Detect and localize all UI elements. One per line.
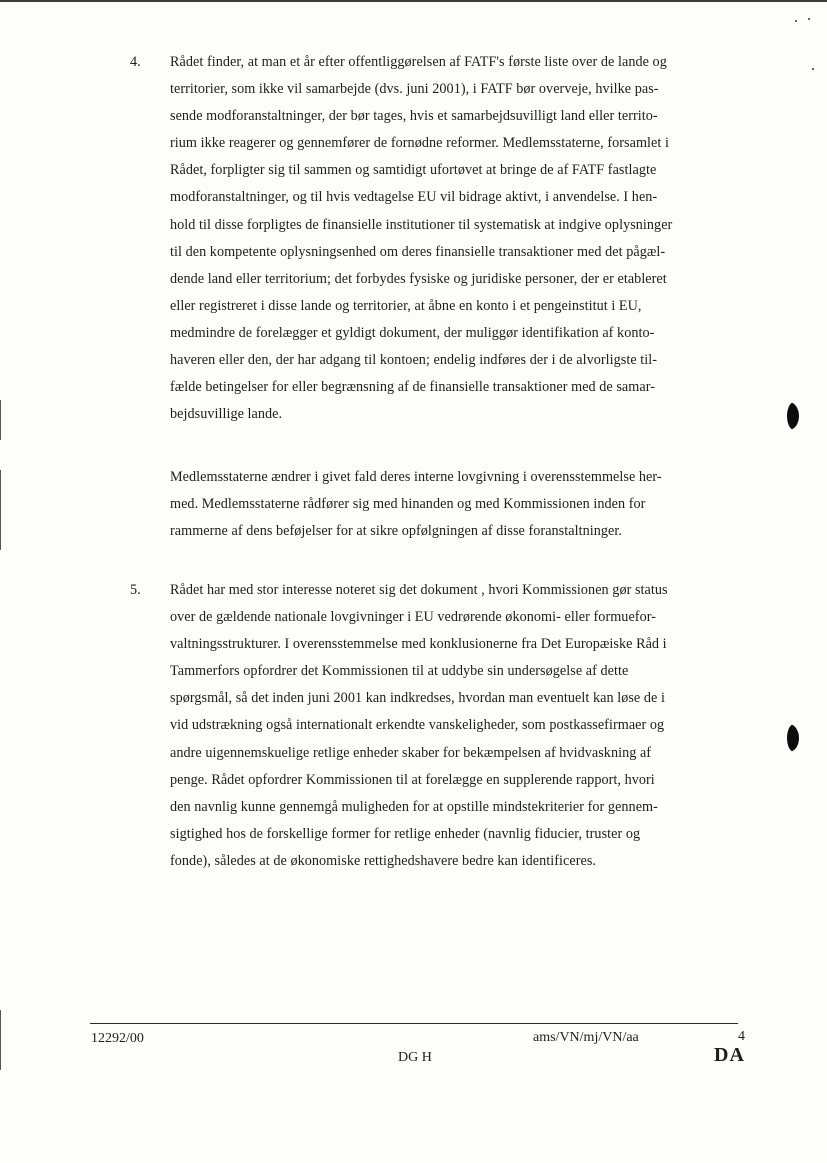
paragraph-line: valtningsstrukturer. I overensstemmelse med konklusionerne fra Det Europæiske Råd i [170,636,667,653]
paragraph-line: penge. Rådet opfordrer Kommissionen til at forelægge en supplerende rapport, hvori [170,771,655,788]
paragraph-line: Medlemsstaterne ændrer i givet fald deres interne lovgivning i overensstemmelse her- [170,469,662,485]
paragraph-line: fonde), således at de økonomiske rettighedshavere bedre kan identificeres. [170,852,597,869]
paragraph-line: Rådet finder, at man et år efter offentliggørelsen af FATF's første liste over de lande og [170,54,667,70]
paragraph-line: modforanstaltninger, og til hvis vedtagelse EU vil bidrage aktivt, i anvendelse. I hen- [170,189,658,206]
footer-initials: ams/VN/mj/VN/aa [533,1030,639,1045]
paragraph-line: den navnlig kunne gennemgå muligheden for at opstille mindstekriterier for gennem- [170,798,658,815]
scan-speck [812,68,814,70]
paragraph-line: haveren eller den, der har adgang til kontoen; endelig indføres der i de alvorligste til- [170,352,658,369]
paragraph-line: medmindre de forelægger et gyldigt dokument, der muliggør identifikation af konto- [170,324,655,341]
paragraph-line: dende land eller territorium; det forbydes fysiske og juridiske personer, der er etableret [170,270,667,287]
paragraph-line: Tammerfors opfordrer det Kommissionen til at uddybe sin undersøgelse af dette [170,663,629,680]
scan-margin-mark [0,470,1,550]
paragraph-line: vid udstrækning også internationalt erkendte vanskeligheder, som postkassefirmaer og [170,717,665,734]
paragraph-line: andre uigennemskuelige retlige enheder skaber for bekæmpelsen af hvidvaskning af [170,744,652,761]
paragraph-line: til den kompetente oplysningsenhed om deres finansielle transaktioner med det pågæl- [170,243,666,260]
punch-hole [787,724,801,752]
scan-margin-mark [0,400,1,440]
footer-doc-number: 12292/00 [91,1031,144,1046]
scan-margin-mark [0,1010,1,1070]
paragraph-line: rium ikke reagerer og gennemfører de fornødne reformer. Medlemsstaterne, forsamlet i [170,135,669,152]
scan-edge-top [0,0,827,2]
paragraph-line: territorier, som ikke vil samarbejde (dvs. juni 2001), i FATF bør overveje, hvilke pas- [170,81,659,98]
paragraph-line: spørgsmål, så det inden juni 2001 kan indkredses, hvordan man eventuelt kan løse de i [170,690,665,707]
paragraph-line: sende modforanstaltninger, der bør tages, hvis et samarbejdsuvilligt land eller territo- [170,108,658,125]
paragraph-line: rammerne af dens beføjelser for at sikre opfølgningen af disse foranstaltninger. [170,523,622,540]
paragraph-line: fælde betingelser for eller begrænsning af de finansielle transaktioner med de samar- [170,379,655,396]
paragraph-line: over de gældende nationale lovgivninger i EU vedrørende økonomi- eller formuefor- [170,609,656,626]
footer-page-number: 4 [738,1029,745,1044]
item-5-number: 5. [130,582,141,598]
item-4-number: 4. [130,54,141,70]
item-4-paragraph [170,49,742,428]
item-4-continuation [170,464,742,545]
paragraph-line: hold til disse forpligtes de finansielle institutioner til systematisk at indgive oplysninger [170,216,673,233]
punch-hole [787,402,801,430]
paragraph-line: bejdsuvillige lande. [170,406,283,423]
paragraph-line: eller registreret i disse lande og territorier, at åbne en konto i et pengeinstitut i EU, [170,297,642,314]
paragraph-line: sigtighed hos de forskellige former for retlige enheder (navnlig fiducier, truster og [170,825,641,842]
scan-speck [808,18,810,20]
footer-rule [90,1023,738,1024]
footer-directorate: DG H [398,1050,432,1065]
scan-speck [795,20,797,22]
paragraph-line: med. Medlemsstaterne rådfører sig med hinanden og med Kommissionen inden for [170,496,646,513]
item-5-paragraph [170,577,742,875]
paragraph-line: Rådet, forpligter sig til sammen og samtidigt ufortøvet at bringe de af FATF fastlagte [170,162,657,179]
footer-language: DA [714,1044,745,1066]
paragraph-line: Rådet har med stor interesse noteret sig det dokument , hvori Kommissionen gør status [170,582,668,598]
